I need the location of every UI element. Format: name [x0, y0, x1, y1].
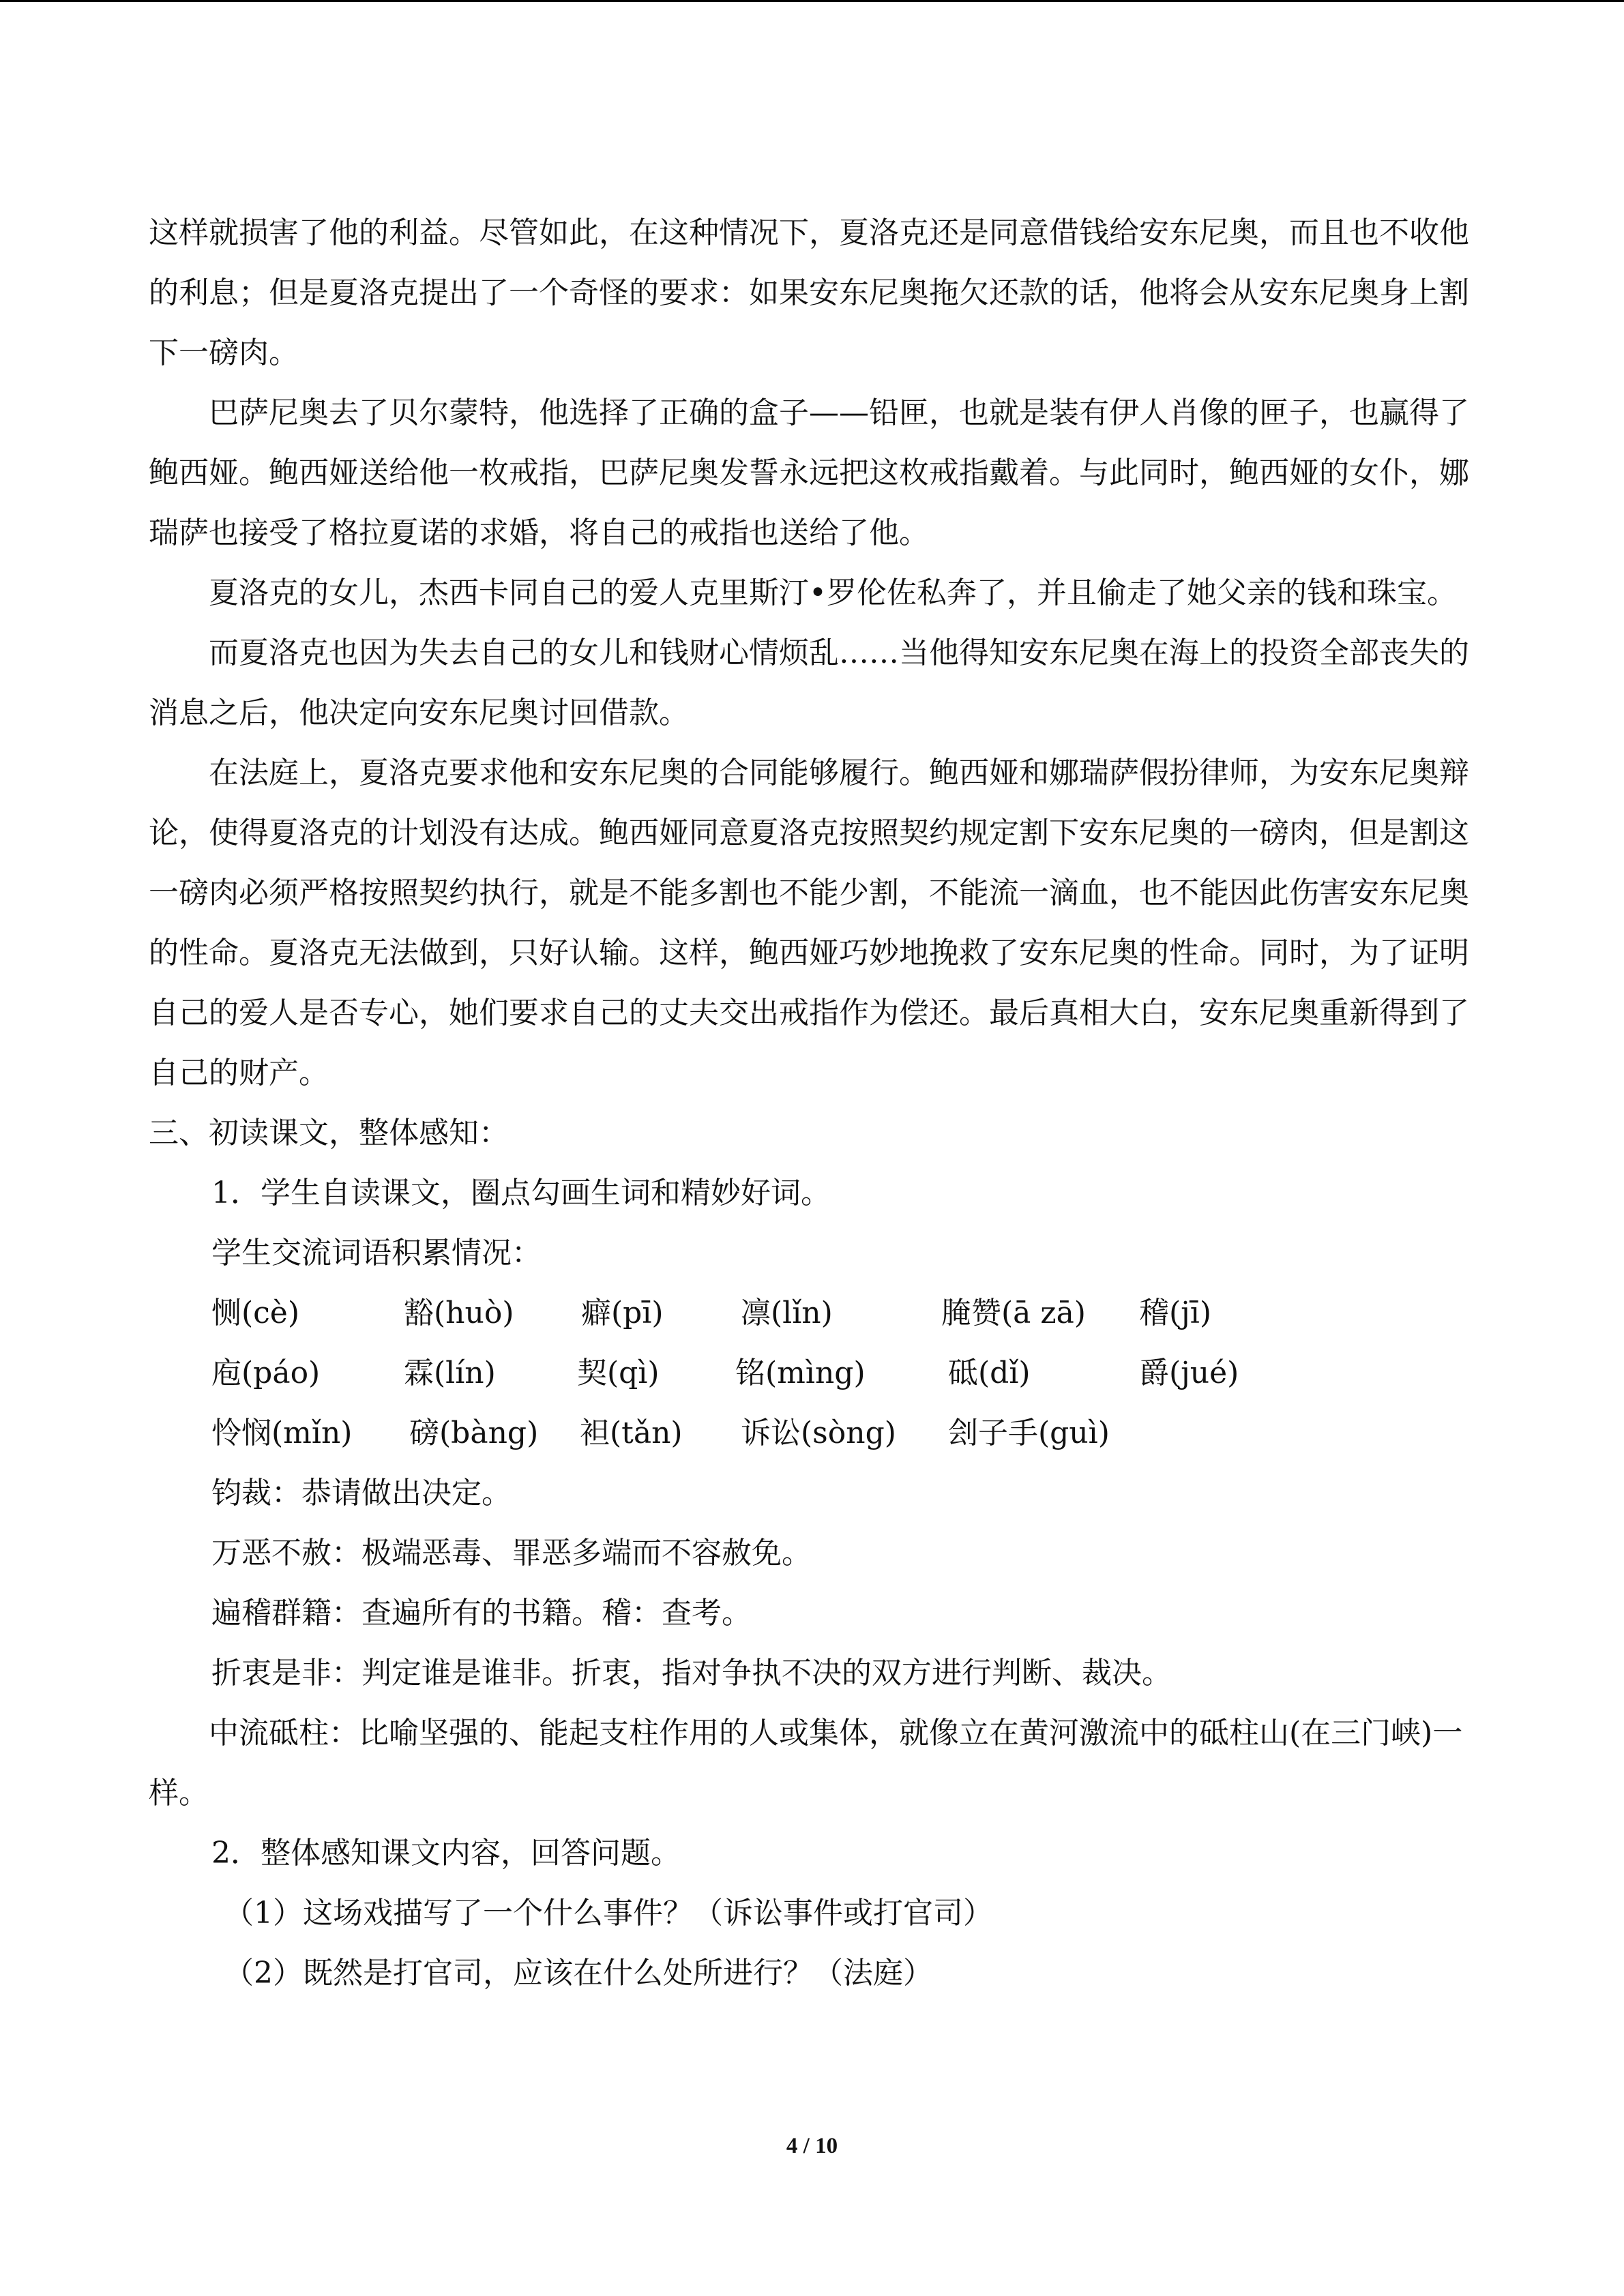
paragraph-jessica: 夏洛克的女儿，杰西卡同自己的爱人克里斯汀•罗伦佐私奔了，并且偷走了她父亲的钱和珠宝。 — [209, 576, 1457, 610]
page-number: 4 / 10 — [786, 2134, 838, 2158]
vocab-item: 爵(jué) — [1139, 1356, 1239, 1390]
document-body — [149, 203, 1475, 2003]
definition-item: 万恶不赦：极端恶毒、罪恶多端而不容赦免。 — [211, 1536, 812, 1570]
definition-item: 遍稽群籍：查遍所有的书籍。稽：查考。 — [211, 1596, 752, 1630]
vocab-item: 砥(dǐ) — [948, 1356, 1031, 1390]
paragraph-bassanio: 巴萨尼奥去了贝尔蒙特，他选择了正确的盒子——铅匣，也就是装有伊人肖像的匣子，也赢得了鲍西娅。鲍西娅送给他一枚戒指，巴萨尼奥发誓永远把这枚戒指戴着。与此同时，鲍西娅的女仆，娜瑞萨也接受了格拉夏诺的求婚，将自己的戒指也送给了他。 — [149, 396, 1469, 550]
definition-item: 钧裁：恭请做出决定。 — [211, 1476, 512, 1510]
step-two: 2．整体感知课文内容，回答问题。 — [211, 1836, 681, 1870]
section-heading: 三、初读课文，整体感知： — [149, 1116, 509, 1150]
vocab-row — [211, 1403, 1475, 1463]
vocab-item: 凛(lǐn) — [741, 1296, 833, 1330]
vocab-row — [211, 1283, 1475, 1343]
paragraph-shylock-loss: 而夏洛克也因为失去自己的女儿和钱财心情烦乱……当他得知安东尼奥在海上的投资全部丧失的消息之后，他决定向安东尼奥讨回借款。 — [149, 636, 1469, 730]
vocab-item: 铭(mìng) — [735, 1356, 866, 1390]
question-item: （2）既然是打官司，应该在什么处所进行？（法庭） — [224, 1956, 933, 1991]
vocab-item: 霖(lín) — [404, 1356, 496, 1390]
vocab-item: 契(qì) — [577, 1356, 660, 1390]
vocab-intro: 学生交流词语积累情况： — [211, 1236, 542, 1270]
vocab-item: 癖(pī) — [581, 1296, 664, 1330]
vocab-item: 怜悯(mǐn) — [211, 1416, 353, 1450]
vocab-item: 诉讼(sòng) — [741, 1416, 896, 1450]
definition-item: 折衷是非：判定谁是谁非。折衷，指对争执不决的双方进行判断、裁决。 — [211, 1656, 1172, 1690]
vocab-item: 恻(cè) — [211, 1296, 300, 1330]
vocab-item: 豁(huò) — [404, 1296, 514, 1330]
question-item: （1）这场戏描写了一个什么事件？（诉讼事件或打官司） — [224, 1896, 993, 1930]
step-one: 1．学生自读课文，圈点勾画生词和精妙好词。 — [211, 1176, 831, 1210]
page-top-border — [0, 0, 1624, 2]
vocab-item: 庖(páo) — [211, 1356, 321, 1390]
vocab-item: 磅(bàng) — [409, 1416, 539, 1450]
paragraph-court: 在法庭上，夏洛克要求他和安东尼奥的合同能够履行。鲍西娅和娜瑞萨假扮律师，为安东尼奥辩论，使得夏洛克的计划没有达成。鲍西娅同意夏洛克按照契约规定割下安东尼奥的一磅肉，但是割这一磅肉必须严格按照契约执行，就是不能多割也不能少割，不能流一滴血，也不能因此伤害安东尼奥的性命。夏洛克无法做到，只好认输。这样，鲍西娅巧妙地挽救了安东尼奥的性命。同时，为了证明自己的爱人是否专心，她们要求自己的丈夫交出戒指作为偿还。最后真相大白，安东尼奥重新得到了自己的财产。 — [149, 756, 1469, 1090]
paragraph-continuation: 这样就损害了他的利益。尽管如此，在这种情况下，夏洛克还是同意借钱给安东尼奥，而且也不收他的利息；但是夏洛克提出了一个奇怪的要求：如果安东尼奥拖欠还款的话，他将会从安东尼奥身上割下一磅肉。 — [149, 215, 1469, 370]
vocab-item: 稽(jī) — [1139, 1296, 1212, 1330]
vocab-item: 腌赞(ā zā) — [941, 1296, 1086, 1330]
definition-item-long: 中流砥柱：比喻坚强的、能起支柱作用的人或集体，就像立在黄河激流中的砥柱山(在三门峡)一样。 — [149, 1716, 1463, 1810]
vocab-item: 袒(tǎn) — [580, 1416, 683, 1450]
vocab-row — [211, 1343, 1475, 1403]
vocab-item: 刽子手(guì) — [948, 1416, 1110, 1450]
